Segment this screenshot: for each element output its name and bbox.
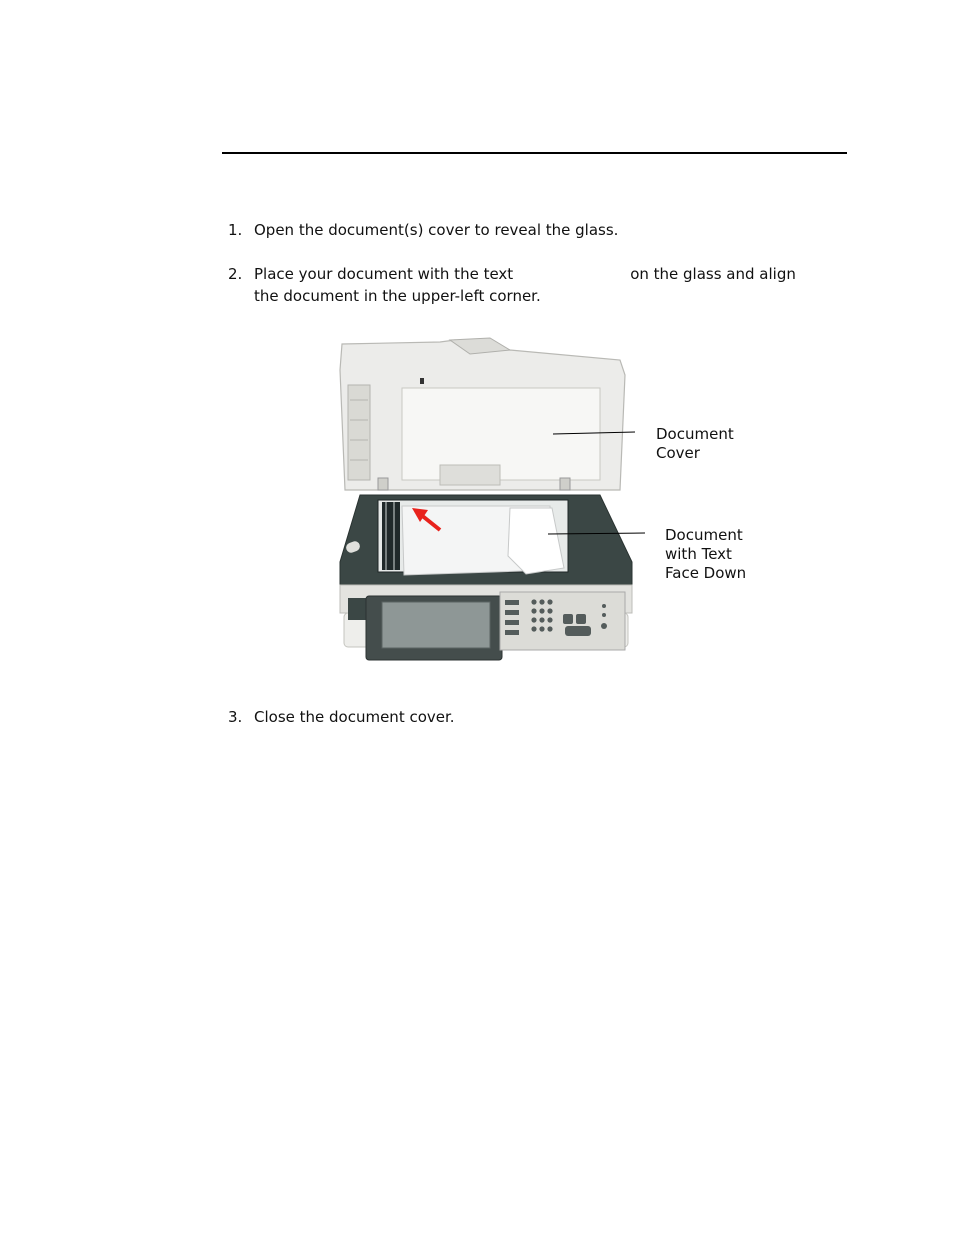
step-text: Open the document(s) cover to reveal the glass. xyxy=(254,221,619,239)
document-sheet xyxy=(402,506,564,575)
callout-document-face-down: Document with Text Face Down xyxy=(665,526,747,582)
step-number: 3. xyxy=(228,708,243,726)
touch-screen xyxy=(382,602,490,648)
step-text-part-b: on the glass and align xyxy=(630,265,796,283)
header-rule xyxy=(222,152,847,154)
scanner-figure xyxy=(320,330,650,680)
document-cover xyxy=(340,338,625,490)
step-number: 2. xyxy=(228,265,243,283)
step-text: Close the document cover. xyxy=(254,708,455,726)
callout-document-cover: Document Cover xyxy=(656,425,734,462)
step-number: 1. xyxy=(228,221,243,239)
step-text-part-a: Place your document with the text xyxy=(254,265,514,283)
step-text-line-1 xyxy=(254,263,796,285)
step-text-line-2: the document in the upper-left corner. xyxy=(254,287,541,305)
